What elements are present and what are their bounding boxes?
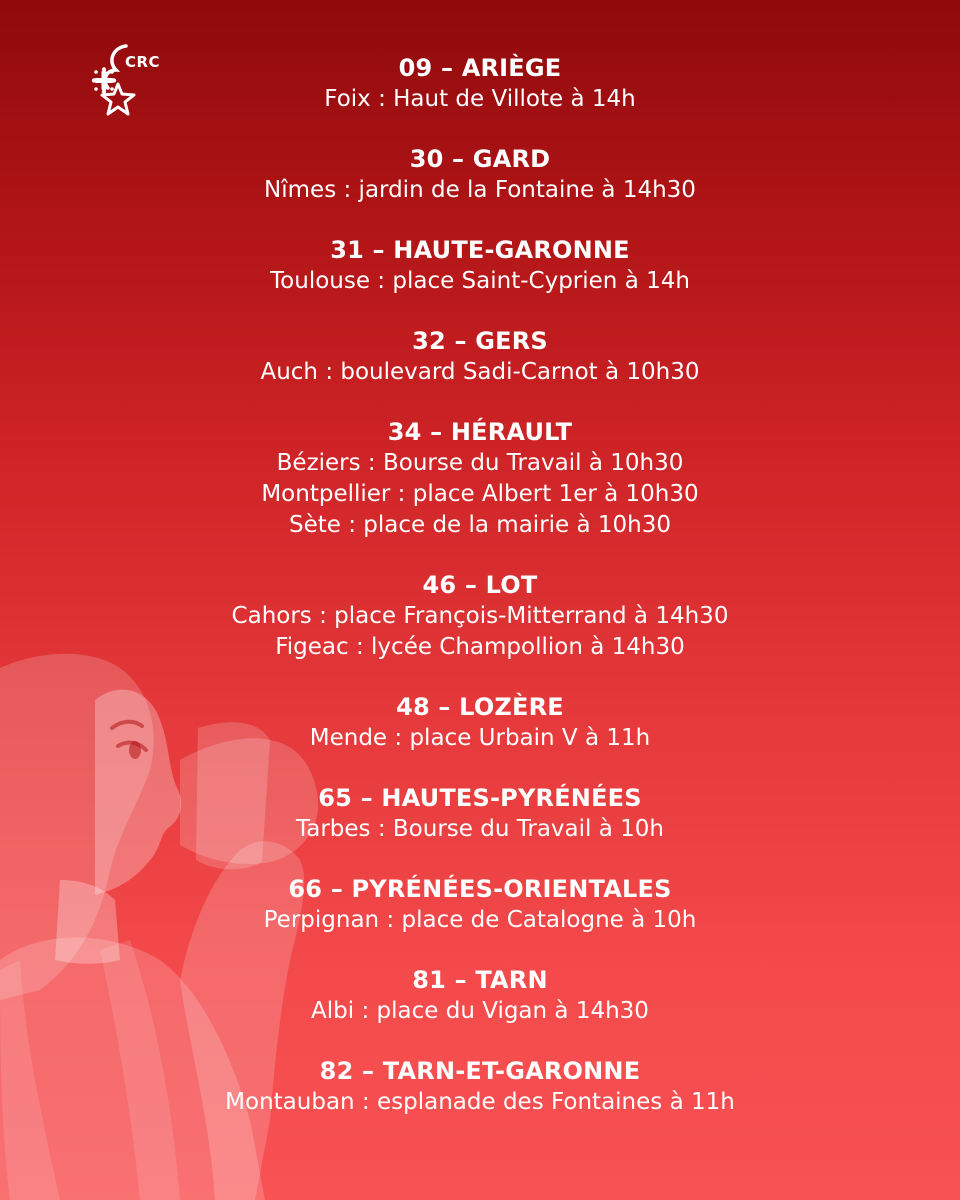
rally-location-line: Montauban : esplanade des Fontaines à 11h: [225, 1089, 735, 1115]
department-block: [0, 569, 960, 663]
department-title: 48 – LOZÈRE: [396, 693, 564, 721]
department-title: 30 – GARD: [409, 145, 551, 173]
department-title: 65 – HAUTES-PYRÉNÉES: [318, 784, 642, 812]
department-block: [0, 234, 960, 297]
department-title: 34 – HÉRAULT: [387, 418, 573, 446]
department-block: [0, 964, 960, 1027]
department-title: 46 – LOT: [422, 571, 538, 599]
logo-text: CRC: [125, 53, 161, 71]
rally-location-line: Perpignan : place de Catalogne à 10h: [263, 907, 697, 933]
rally-schedule: [0, 52, 960, 1146]
department-title: 82 – TARN-ET-GARONNE: [319, 1057, 641, 1085]
department-block: [0, 325, 960, 388]
rally-location-line: Cahors : place François-Mitterrand à 14h30: [231, 603, 729, 629]
rally-location-line: Auch : boulevard Sadi-Carnot à 10h30: [260, 359, 700, 385]
department-block: [0, 416, 960, 541]
department-block: [0, 691, 960, 754]
rally-location-line: Nîmes : jardin de la Fontaine à 14h30: [264, 177, 696, 203]
rally-location-line: Toulouse : place Saint-Cyprien à 14h: [270, 268, 690, 294]
department-block: [0, 782, 960, 845]
department-title: 31 – HAUTE-GARONNE: [330, 236, 630, 264]
rally-location-line: Sète : place de la mairie à 10h30: [288, 512, 672, 538]
department-block: [0, 873, 960, 936]
rally-location-line: Tarbes : Bourse du Travail à 10h: [296, 816, 664, 842]
department-block: [0, 143, 960, 206]
department-title: 09 – ARIÈGE: [398, 54, 562, 82]
rally-location-line: Mende : place Urbain V à 11h: [309, 725, 651, 751]
rally-location-line: Albi : place du Vigan à 14h30: [311, 998, 649, 1024]
rally-location-line: Béziers : Bourse du Travail à 10h30: [276, 450, 684, 476]
department-title: 32 – GERS: [412, 327, 548, 355]
rally-location-line: Foix : Haut de Villote à 14h: [324, 86, 636, 112]
department-title: 66 – PYRÉNÉES-ORIENTALES: [288, 875, 672, 903]
rally-location-line: Figeac : lycée Champollion à 14h30: [275, 634, 685, 660]
rally-location-line: Montpellier : place Albert 1er à 10h30: [261, 481, 699, 507]
department-block: [0, 1055, 960, 1118]
department-title: 81 – TARN: [412, 966, 548, 994]
department-block: [0, 52, 960, 115]
